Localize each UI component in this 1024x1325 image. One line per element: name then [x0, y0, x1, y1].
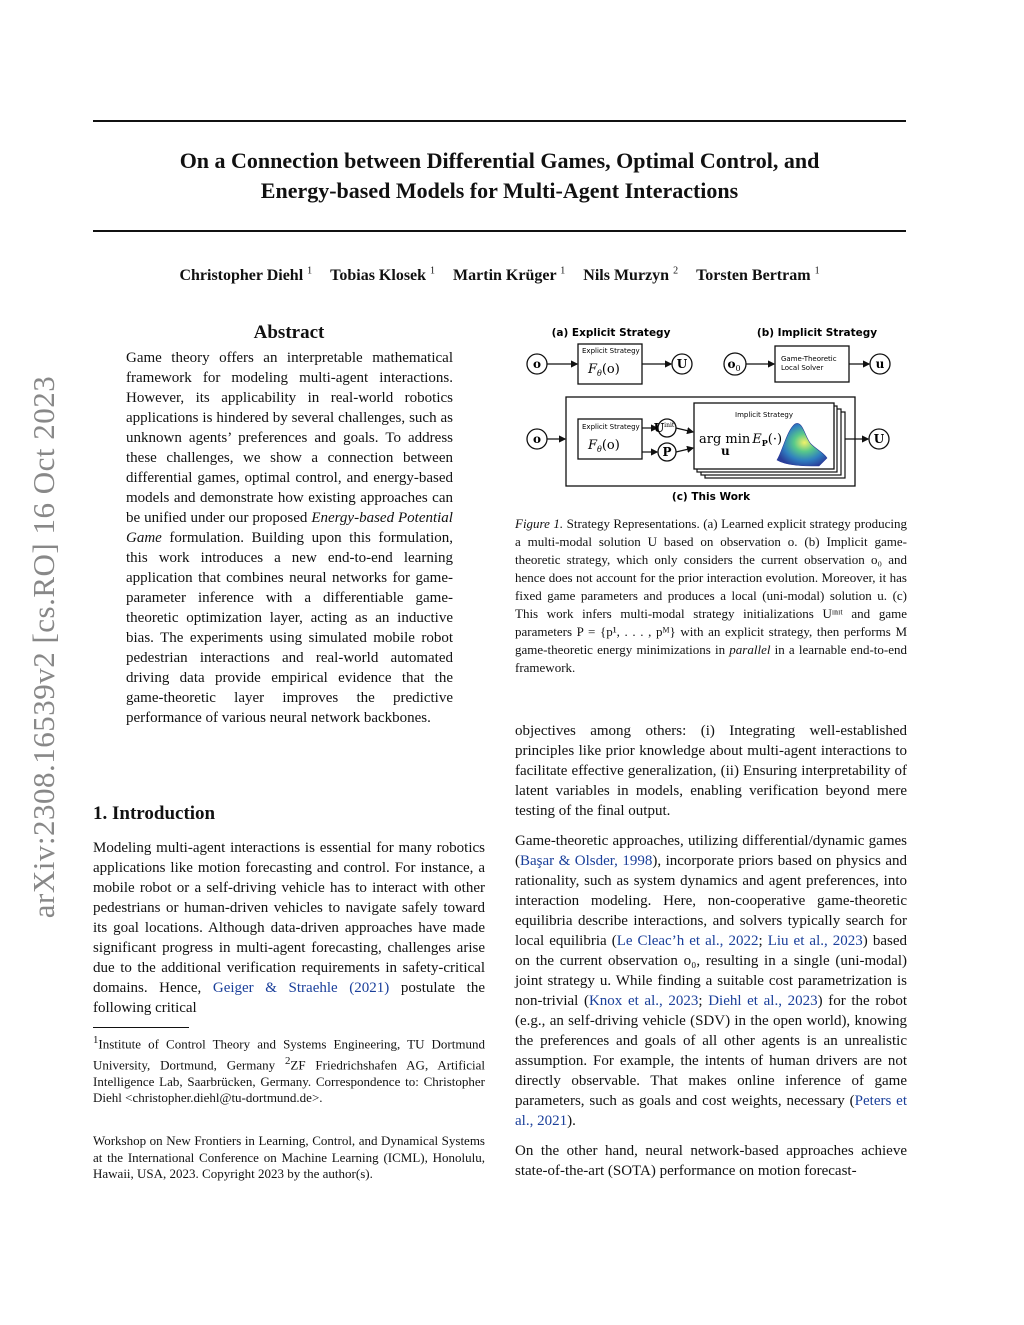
arxiv-sidebar	[14, 355, 74, 940]
energy-minimization	[699, 432, 782, 448]
math-argument: (o)	[601, 362, 620, 377]
citation-link[interactable]: Geiger & Straehle (2021)	[212, 980, 390, 996]
math-f: F	[588, 362, 598, 377]
symbol-o: o	[532, 357, 542, 371]
paragraph-text: Game-theoretic approaches, utilizing differential/dynamic games (	[515, 833, 907, 869]
figure-caption	[515, 515, 907, 677]
function-f-theta	[587, 362, 620, 378]
introduction-body	[93, 838, 485, 1018]
symbol-U: U	[873, 432, 885, 446]
figure-diagram	[515, 320, 907, 508]
author	[583, 267, 678, 284]
author	[179, 267, 312, 284]
citation-link[interactable]: Liu et al., 2023	[767, 933, 863, 949]
paragraph-text: ) based on the current observation o₀, resulting in a single (uni-modal) joint strategy u. While finding a suitable cost parametrization is non-trivial (	[515, 933, 907, 1009]
paragraph: On the other hand, neural network-based approaches achieve state-of-the-art (SOTA) performance on motion forecast-	[515, 1143, 907, 1179]
paragraph: objectives among others: (i) Integrating well-established principles like prior knowledge about multi-agent interactions to facilitate effective generalization, (ii) Ensuring interpretability of latent variables in models, enabling verification beyond mere testing of the final output.	[515, 723, 907, 819]
author-name: Christopher Diehl	[179, 267, 304, 285]
author	[453, 267, 565, 284]
author-name: Torsten Bertram	[696, 267, 811, 285]
introduction-text: postulate the following critical	[93, 980, 485, 1016]
symbol-U: U	[676, 357, 688, 371]
math-e: E	[752, 432, 762, 447]
symbol-o: o	[727, 357, 736, 371]
math-argument: (·)	[767, 432, 783, 447]
author-affiliation: 2	[673, 266, 679, 277]
author-name: Martin Krüger	[453, 267, 557, 285]
citation-link[interactable]: Başar & Olsder, 1998	[520, 853, 653, 869]
subscript-zero: 0	[735, 364, 741, 373]
paper-title	[93, 146, 906, 206]
caption-text: Strategy Representations. (a) Learned explicit strategy producing a multi-modal solution U based on observation o. (b) Implicit game-theoretic strategy, which only considers the current observation o₀ and hence does not account for the prior interaction evolution. Moreover, it has fixed game parameters and produces a local (uni-modal) solution u. (c) This work infers multi-modal strategy initializations Uᶦⁿᶦᵗ and game parameters P = {p¹, . . . , pᴹ} with an explicit strategy, then performs M game-theoretic energy minimizations in	[515, 516, 907, 657]
title-top-rule	[93, 120, 906, 122]
math-theta: θ	[597, 369, 602, 378]
caption-emphasis: parallel	[729, 642, 771, 657]
superscript-init: init	[664, 422, 675, 429]
figure-strategy-representations	[515, 320, 907, 508]
abstract-text: Game theory offers an interpretable mathematical framework for modeling multi-agent interactions. However, its applicability in real-world robotics applications is hindered by several challenges, such as unknown agents’ preferences and goals. To address these challenges, we show a connection between differential games, optimal control, and energy-based models and demonstrate how existing approaches can be unified under our proposed	[126, 350, 453, 526]
citation-link[interactable]: Diehl et al., 2023	[708, 993, 818, 1009]
affiliation-footnote: $^1$Institute of Control Theory and Systems Engineering, TU Dortmund University, Dortmund, Germany $^2$ZF Friedrichshafen AG, Artificial Intelligence Lab, Saarbrücken, Germany. Correspondence to: Christopher Diehl <christopher.diehl@tu-dortmund.de>.	[93, 1034, 485, 1106]
author-affiliation: 1	[430, 266, 436, 277]
author	[696, 267, 820, 284]
math-e-subscript: P	[761, 438, 768, 448]
citation-link[interactable]: Knox et al., 2023	[588, 993, 699, 1009]
implicit-strategy-label: Implicit Strategy	[735, 411, 793, 419]
explicit-strategy-label: Explicit Strategy	[582, 347, 640, 355]
author-name: Tobias Klosek	[330, 267, 427, 285]
author	[330, 267, 435, 284]
caption-text: in a learnable end-to-end framework.	[515, 642, 907, 675]
paragraph	[515, 831, 907, 1131]
label-this-work: (c) This Work	[671, 491, 751, 503]
abstract-body	[126, 348, 453, 728]
paragraph-text: ), incorporate priors based on physics and rationality, such as system dynamics and agent preferences, into interaction modeling. Here, non-cooperative game-theoretic equilibria describe interactions, and solvers typically search for local equilibria (	[515, 853, 907, 949]
author-affiliation: 1	[814, 266, 820, 277]
paragraph-text: ;	[758, 933, 768, 949]
author-affiliation: 1	[560, 266, 566, 277]
function-f-theta	[587, 438, 620, 454]
caption-label: Figure 1.	[515, 516, 564, 531]
symbol-U: U	[653, 421, 665, 435]
workshop-notice: Workshop on New Frontiers in Learning, Control, and Dynamical Systems at the International Conference on Machine Learning (ICML), Honolulu, Hawaii, USA, 2023. Copyright 2023 by the author(s).	[93, 1133, 485, 1181]
paper-title-line-2: Energy-based Models for Multi-Agent Interactions	[260, 178, 739, 203]
paragraph-text: ).	[567, 1113, 576, 1129]
arxiv-identifier: arXiv:2308.16539v2 [cs.RO] 16 Oct 2023	[26, 375, 61, 919]
author-affiliation: 1	[307, 266, 313, 277]
symbol-u: u	[875, 357, 885, 371]
footnote-rule	[93, 1027, 189, 1028]
footnote-text: ZF Friedrichshafen AG, Artificial Intelligence Lab, Saarbrücken, Germany. Correspondence to: Christopher Diehl <christopher.diehl@tu-dortmund.de>.	[93, 1057, 485, 1106]
math-argmin: arg min	[699, 432, 751, 447]
introduction-text: Modeling multi-agent interactions is essential for many robotics applications like motion forecasting and control. For instance, a mobile robot or a self-driving vehicle has to interact with other pedestrians or human-driven vehicles to navigate safely toward its goal locations. Although data-driven approaches have made significant progress in multi-agent forecasting, challenges arise due to the additional verification requirements in safety-critical domains. Hence,	[93, 840, 485, 996]
author-name: Nils Murzyn	[583, 267, 670, 285]
citation-link[interactable]: Le Cleac’h et al., 2022	[616, 933, 759, 949]
abstract-emphasis: Energy-based Potential Game	[126, 510, 453, 546]
paragraph-text: ) for the robot (e.g., an self-driving vehicle (SDV) in the open world), knowing the preferences and goals of all other agents is an unrealistic assumption. For example, the intents of human drivers are not directly observable. That makes online inference of game parameters, such as goals and cost weights, necessary (	[515, 993, 907, 1109]
right-column-body	[515, 721, 907, 1191]
label-explicit-strategy: (a) Explicit Strategy	[551, 327, 671, 339]
paper-title-line-1: On a Connection between Differential Games, Optimal Control, and	[179, 148, 820, 173]
paragraph-text: ;	[698, 993, 709, 1009]
title-bottom-rule	[93, 230, 906, 232]
label-implicit-strategy: (b) Implicit Strategy	[756, 327, 878, 339]
author-list	[93, 266, 906, 285]
symbol-o: o	[532, 432, 542, 446]
abstract-text: formulation. Building upon this formulation, this work introduces a new end-to-end learning application that combines neural networks for game-parameter inference with a differentiable game-theoretic optimization layer, acting as an inductive bias. The experiments using simulated mobile robot pedestrian interactions and real-world automated driving data provide empirical evidence that the game-theoretic layer improves the predictive performance of various neural network backbones.	[126, 530, 453, 726]
math-theta: θ	[597, 445, 602, 454]
solver-label-line-1: Game-Theoretic	[781, 355, 837, 363]
citation-link[interactable]: Peters et al., 2021	[515, 1093, 908, 1129]
symbol-P: P	[662, 445, 672, 459]
math-argument: (o)	[601, 438, 620, 453]
abstract-heading: Abstract	[253, 322, 325, 343]
introduction-heading: 1. Introduction	[93, 803, 216, 824]
footnote-text: Institute of Control Theory and Systems Engineering, TU Dortmund University, Dortmund, Germany	[93, 1036, 485, 1073]
argmin-variable: u	[721, 444, 730, 458]
solver-label-line-2: Local Solver	[781, 364, 824, 372]
math-f: F	[588, 438, 598, 453]
explicit-strategy-label: Explicit Strategy	[582, 423, 640, 431]
